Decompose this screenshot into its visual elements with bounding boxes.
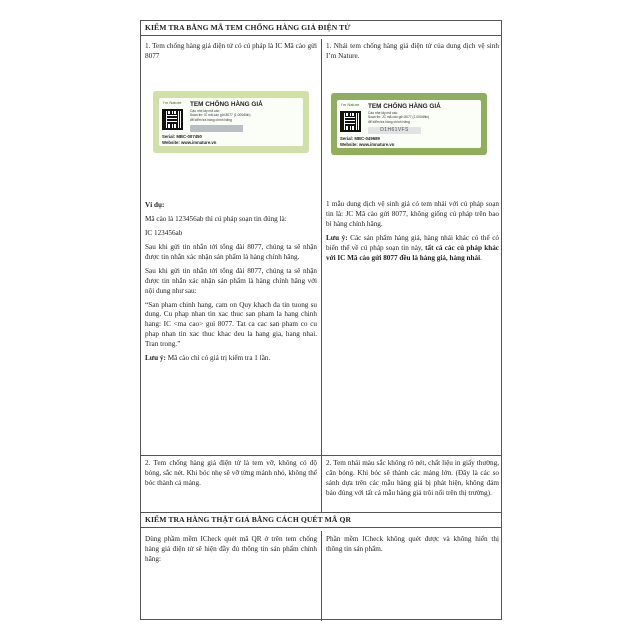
fake-note (326, 234, 499, 264)
note-label: Lưu ý: (326, 233, 348, 242)
serial-text: Serial: MBC-049689 (340, 136, 380, 141)
example-label-text: Ví dụ: (145, 201, 165, 209)
row2-right-cell (322, 457, 503, 505)
qr-code-icon (340, 111, 361, 132)
row1-right-cell (322, 40, 503, 68)
fake-intro: 1. Nhái tem chống hàng giả điện tử của dung dịch vệ sinh I’m Nature. (326, 42, 499, 60)
example-p3: Sau khi gửi tin nhắn tới tổng đài 8077, chúng ta sẽ nhận được tin nhắn xác nhận sản phẩm là hàng chính hãng. (145, 242, 317, 261)
row3-right-cell (322, 533, 503, 561)
row1-left-cell (141, 40, 321, 68)
label-card (337, 100, 481, 148)
row1-right-body (322, 198, 503, 270)
row2-left-cell (141, 457, 321, 495)
note-end: . (480, 253, 482, 262)
website-text: Website: www.imnature.vn (162, 139, 217, 145)
document-table (140, 20, 502, 620)
label-line: Cào nhẹ lấy mã cào (368, 111, 398, 115)
label-instructions (190, 109, 251, 122)
example-p4: Sau khi gửi tin nhắn tới tổng đài 8077, chúng ta sẽ nhận được tin nhắn xác nhận sản phẩm là hàng chính hãng với nội dung như sau: (145, 266, 317, 295)
row1-left-body (141, 199, 321, 370)
scratch-area (190, 125, 243, 132)
genuine-texture: 2. Tem chống hàng giả điện tử là tem vỡ, không có độ bóng, sắc nét. Khi bóc nhẹ sẽ vỡ từng mảnh nhỏ, không thể bóc thành cả mảng. (145, 459, 317, 487)
fake-p1: 1 mẫu dung dịch vệ sinh giả có tem nhái với cú pháp soạn tin là: JC Mã cào gửi 8077, không giống cú pháp trên bao bì hàng chính hãng. (326, 200, 499, 228)
note-bold: tất cả các cú pháp khác với IC Mã cào gửi 8077 đều là hàng giả, hàng nhái (326, 243, 499, 262)
fake-label-image (331, 93, 487, 155)
logo: I'm Nature (163, 100, 182, 105)
fake-qr-result: Phần mềm ICheck không quét được và không hiển thị thông tin sản phẩm. (326, 535, 499, 553)
genuine-note (145, 354, 317, 364)
label-line: Cào nhẹ lấy mã cào (190, 109, 220, 113)
label-line: Soạn tin: IC mã cào gửi 8077 (1.000đ/tin) (190, 113, 251, 118)
qr-code-icon (162, 109, 183, 130)
website-text: Website: www.imnature.vn (340, 141, 395, 147)
label-line: Soạn tin: JC mã cào gửi 8077 (1.000đ/tin) (368, 115, 430, 120)
label-title: TEM CHỐNG HÀNG GIẢ (190, 101, 263, 108)
row-divider (141, 455, 501, 456)
note-text: Mã cào chỉ có giá trị kiểm tra 1 lần. (165, 354, 271, 363)
section-1-title: KIỂM TRA BẰNG MÃ TEM CHỐNG HÀNG GIẢ ĐIỆN TỬ (141, 21, 501, 36)
row3-left-cell (141, 533, 321, 571)
genuine-label-image (153, 91, 309, 153)
note-text: Các sản phẩm hàng giả, hàng nhái khác có thể có biến thể về cú pháp soạn tin này, (326, 233, 499, 252)
label-instructions (368, 111, 429, 124)
logo: I'm Nature (341, 102, 360, 107)
label-card (159, 98, 303, 146)
note-label: Lưu ý: (145, 354, 166, 363)
label-serial-info (340, 136, 394, 148)
label-serial-info (162, 134, 216, 146)
example-p2: IC 123456ab (145, 228, 183, 237)
label-line: để kiểm tra hàng chính hãng (368, 119, 410, 124)
genuine-qr-result: Dùng phầm mềm ICheck quét mã QR ở trên tem chống hàng giả điện tử sẽ hiện đầy đủ thông tin sản phẩm chính hãng: (145, 535, 317, 563)
genuine-intro: 1. Tem chống hàng giả điện tử có cú pháp là IC Mã cào gửi 8077 (145, 42, 317, 60)
column-divider (321, 39, 322, 512)
example-label (145, 201, 317, 211)
fake-texture: 2. Tem nhái màu sắc không rõ nét, chất liệu in giấy thường, căn bóng. Khi bóc sẽ thành các mảng lớn. (Đây là các so sánh dựa trên các mẫu hàng giả bị phát hiện, không đảm bảo đúng với tất cả mẫu hàng giả trôi nổi trên thị trường). (326, 459, 499, 497)
scratch-code: D1H61VFS (368, 127, 421, 134)
serial-text: Serial: MBC-007450 (162, 134, 202, 139)
sms-quote: “San pham chinh hang, cam on Quy khach da tin tuong su dung. Cu phap nhan tin xac thuc san pham la hang chinh hang: IC <ma cao> gui 8077. Tat ca cac san pham co cu phap nhan tin xac thuc khac deu la hang gia, hang nhai. Tran trong.” (145, 300, 317, 349)
section-2-title: KIỂM TRA HÀNG THẬT GIẢ BẰNG CÁCH QUÉT MÃ QR (141, 513, 501, 528)
example-p1: Mã cào là 123456ab thì cú pháp soạn tin đúng là: (145, 214, 287, 223)
label-title: TEM CHỐNG HÀNG GIẢ (368, 103, 441, 110)
label-line: để kiểm tra hàng chính hãng (190, 117, 232, 122)
